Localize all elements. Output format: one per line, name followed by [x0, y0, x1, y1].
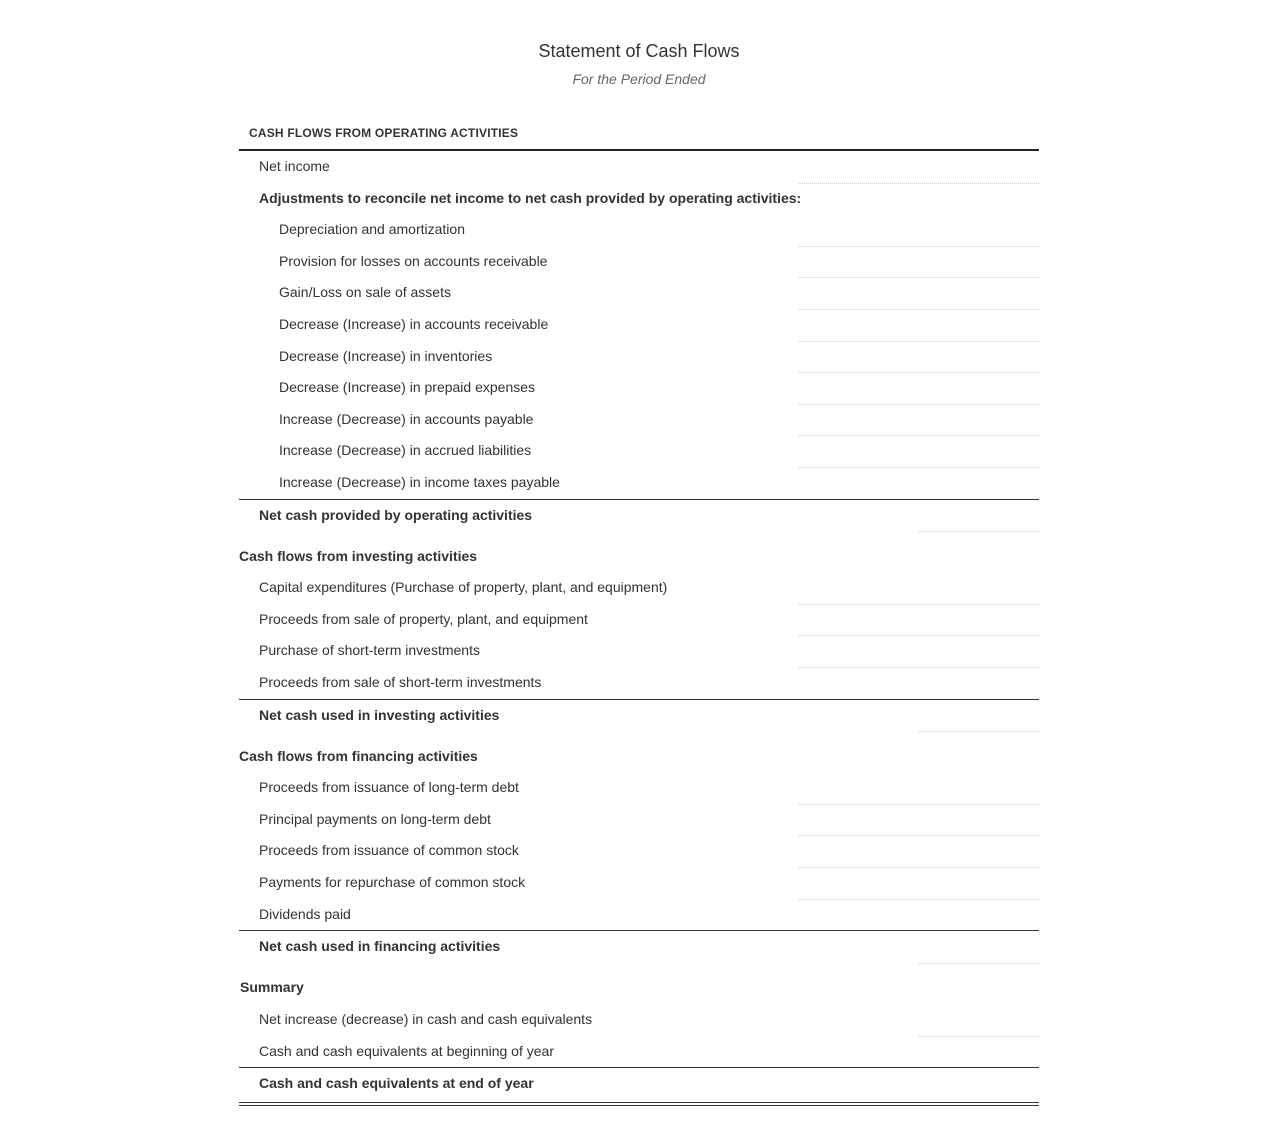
line-item-label: Decrease (Increase) in prepaid expenses	[279, 379, 536, 396]
financing-section-heading	[239, 741, 1039, 773]
line-item-label: Proceeds from issuance of long-term debt	[259, 779, 519, 796]
financing-total-row	[239, 930, 1039, 963]
line-item-issuance-stock	[239, 835, 1039, 867]
line-item-label: Increase (Decrease) in income taxes payable	[279, 473, 560, 490]
investing-total-label: Net cash used in investing activities	[259, 706, 500, 723]
line-item-label: Net increase (decrease) in cash and cash equivalents	[259, 1010, 593, 1027]
investing-heading-label: Cash flows from investing activities	[239, 547, 478, 564]
line-item-label: Capital expenditures (Purchase of property, plant, and equipment)	[259, 579, 668, 596]
line-item-accounts-receivable	[239, 309, 1039, 341]
line-item-label: Proceeds from sale of property, plant, and equipment	[259, 610, 588, 627]
line-item-net-change-cash	[239, 1004, 1039, 1036]
line-item-label: Decrease (Increase) in accounts receivable	[279, 315, 549, 332]
line-item-label: Increase (Decrease) in accounts payable	[279, 410, 534, 427]
total-amount-field[interactable]	[919, 531, 1039, 532]
line-item-net-income	[239, 151, 1039, 183]
statement-subtitle: For the Period Ended	[572, 71, 706, 87]
line-item-label: Gain/Loss on sale of assets	[279, 284, 451, 301]
line-item-label: Proceeds from sale of short-term investments	[259, 674, 542, 690]
line-item-gain-loss-assets	[239, 277, 1039, 309]
line-item-label: Proceeds from issuance of common stock	[259, 842, 519, 859]
operating-total-label: Net cash provided by operating activities	[259, 506, 533, 523]
summary-section-heading	[239, 972, 1039, 1004]
line-item-issuance-debt	[239, 772, 1039, 804]
financing-total-label: Net cash used in financing activities	[259, 938, 501, 955]
line-item-purchase-short-term	[239, 635, 1039, 667]
line-item-cash-beginning	[239, 1036, 1039, 1068]
line-item-label: Net income	[259, 158, 330, 174]
summary-heading-label: Summary	[240, 979, 304, 996]
adjustments-heading-label: Adjustments to reconcile net income to net cash provided by operating activities:	[259, 189, 802, 206]
line-item-label: Dividends paid	[259, 905, 351, 922]
statement-body	[239, 119, 1039, 1100]
line-item-provision-losses	[239, 246, 1039, 278]
total-amount-field[interactable]	[919, 731, 1039, 732]
line-item-depreciation	[239, 214, 1039, 246]
line-item-income-taxes-payable	[239, 467, 1039, 499]
line-item-label: Depreciation and amortization	[279, 221, 465, 238]
investing-section-heading	[239, 541, 1039, 573]
summary-total-label: Cash and cash equivalents at end of year	[259, 1075, 534, 1092]
line-item-label: Principal payments on long-term debt	[259, 810, 491, 827]
line-item-label: Increase (Decrease) in accrued liabilities	[279, 442, 532, 459]
line-item-repurchase-stock	[239, 867, 1039, 899]
investing-total-row	[239, 699, 1039, 732]
adjustments-heading	[239, 183, 1039, 215]
operating-section-heading	[239, 119, 1039, 151]
line-item-label: Purchase of short-term investments	[259, 642, 480, 659]
summary-total-row	[239, 1067, 1039, 1100]
line-item-capital-expenditures	[239, 572, 1039, 604]
line-item-prepaid-expenses	[239, 372, 1039, 404]
line-item-label: Decrease (Increase) in inventories	[279, 347, 493, 364]
total-amount-field[interactable]	[919, 963, 1039, 964]
line-item-principal-payments	[239, 804, 1039, 836]
line-item-label: Provision for losses on accounts receivable	[279, 252, 548, 269]
operating-heading-label: CASH FLOWS FROM OPERATING ACTIVITIES	[249, 126, 519, 140]
line-item-label: Cash and cash equivalents at beginning of year	[259, 1042, 554, 1059]
operating-total-row	[239, 499, 1039, 532]
line-item-dividends-paid	[239, 899, 1039, 931]
line-item-accounts-payable	[239, 404, 1039, 436]
double-underline	[239, 1102, 1039, 1106]
line-item-sale-short-term	[239, 667, 1039, 699]
line-item-label: Payments for repurchase of common stock	[259, 874, 526, 891]
line-item-sale-ppe	[239, 604, 1039, 636]
financing-heading-label: Cash flows from financing activities	[239, 747, 478, 764]
statement-title: Statement of Cash Flows	[538, 41, 740, 61]
line-item-inventories	[239, 341, 1039, 373]
line-item-accrued-liabilities	[239, 435, 1039, 467]
